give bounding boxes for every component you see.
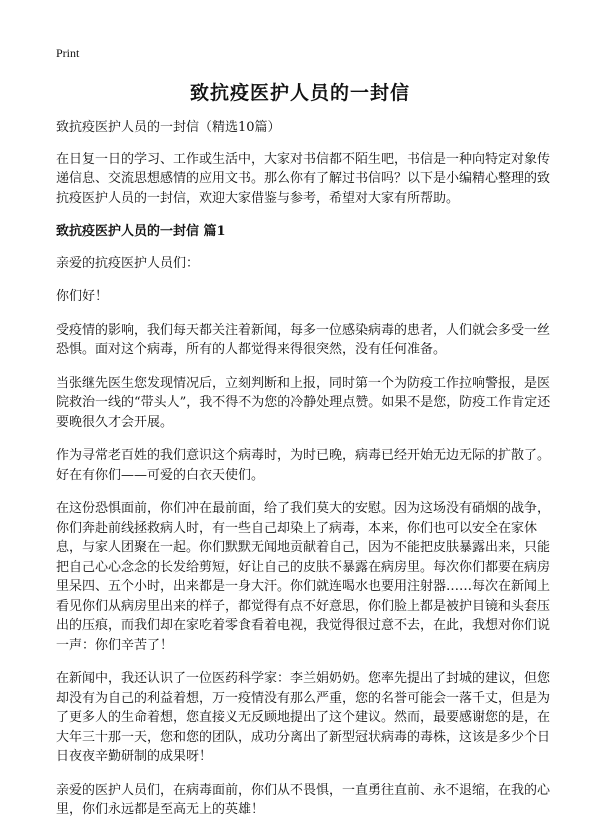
body-paragraph: 亲爱的医护人员们，在病毒面前，你们从不畏惧，一直勇往直前、永不退缩，在我的心里，你们永远都是至高无上的英雄！ (56, 782, 551, 817)
body-paragraph: 在新闻中，我还认识了一位医药科学家：李兰娟奶奶。您率先提出了封城的建议，但您却没有为自己的利益着想，万一疫情没有那么严重，您的名誉可能会一落千丈，但是为了更多人的生命着想，您直接义无反顾地提出了这个建议。然而，最要感谢您的是，在大年三十那一天，您和您的团队，成功分离出了新型冠状病毒的毒株，这该是多少个日日夜夜辛勤研制的成果呀！ (56, 671, 551, 764)
print-link[interactable]: Print (56, 46, 80, 60)
body-paragraph: 受疫情的影响，我们每天都关注着新闻，每多一位感染病毒的患者，人们就会多受一丝恐惧。面对这个病毒，所有的人都觉得来得很突然，没有任何准备。 (56, 322, 551, 357)
section-heading: 致抗疫医护人员的一封信 篇1 (56, 224, 226, 239)
intro-paragraph: 在日复一日的学习、工作或生活中，大家对书信都不陌生吧，书信是一种向特定对象传递信息、交流思想感情的应用文书。那么你有了解过书信吗？以下是小编精心整理的致抗疫医护人员的一封信，欢迎大家借鉴与参考，希望对大家有所帮助。 (56, 151, 551, 206)
page-title: 致抗疫医护人员的一封信 (189, 82, 410, 104)
body-paragraph: 作为寻常老百姓的我们意识这个病毒时，为时已晚，病毒已经开始无边无际的扩散了。好在有你们——可爱的白衣天使们。 (56, 448, 551, 483)
body-paragraph: 在这份恐惧面前，你们冲在最前面，给了我们莫大的安慰。因为这场没有硝烟的战争，你们奔赴前线拯救病人时，有一些自己却染上了病毒，本来，你们也可以安全在家休息，与家人团聚在一起。你们默默无闻地贡献着自己，因为不能把皮肤暴露出来，只能把自己心心念念的长发给剪短，好让自己的皮肤不暴露在病房里。每次你们都要在病房里呆四、五个小时，出来都是一身大汗。你们就连喝水也要用注射器……每次在新闻上看见你们从病房里出来的样子，都觉得有点不好意思，你们脸上都是被护目镜和头套压出的压痕，而我们却在家吃着零食看着电视，我觉得很过意不去，在此，我想对你们说一声：你们辛苦了！ (56, 501, 551, 653)
body-paragraph: 当张继先医生您发现情况后，立刻判断和上报，同时第一个为防疫工作拉响警报，是医院救治一线的“带头人”，我不得不为您的冷静处理点赞。如果不是您，防疫工作肯定还要晚很久才会开展。 (56, 375, 551, 430)
article-body (56, 118, 556, 834)
letter-hello: 你们好！ (56, 289, 109, 304)
letter-greeting: 亲爱的抗疫医护人员们： (56, 255, 200, 271)
article-subtitle: 致抗疫医护人员的一封信（精选10篇） (56, 120, 281, 135)
